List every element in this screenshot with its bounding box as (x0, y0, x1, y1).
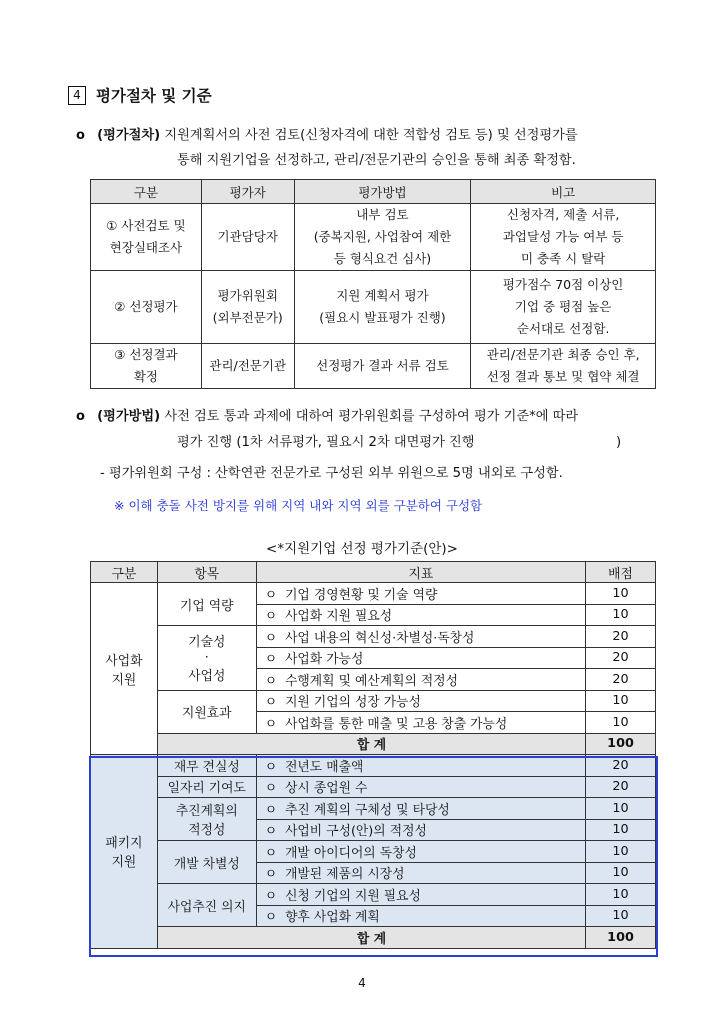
indicator-cell (256, 669, 585, 691)
table-row (91, 884, 656, 906)
indicator-cell (256, 884, 585, 906)
total-score: 100 (586, 733, 656, 755)
indicator-text: 전년도 매출액 (285, 759, 364, 775)
score-cell: 10 (586, 819, 656, 841)
indicator-cell (256, 819, 585, 841)
indicator-cell (256, 841, 585, 863)
item-text: 추진계획의 (175, 804, 238, 819)
table-row (91, 626, 656, 648)
total-label: 합 계 (157, 733, 585, 755)
category-text: 지원 (111, 672, 137, 688)
bullet-icon: ㅇ (264, 867, 278, 883)
item-text: 사업추진 의지 (167, 899, 246, 915)
bullet-icon: ㅇ (264, 609, 278, 625)
item-text: 적정성 (188, 823, 226, 838)
total-score: 100 (586, 927, 656, 949)
section-heading (68, 84, 212, 106)
category-text: 지원 (111, 855, 137, 871)
method-text: 등 형식요건 심사) (333, 251, 432, 266)
stage-text: ② 선정평가 (114, 299, 178, 314)
method-cell (294, 204, 471, 271)
bullet-icon: ㅇ (264, 652, 278, 668)
section-title: 평가절차 및 기준 (96, 87, 212, 105)
evaluator-text: (외부전문가) (212, 310, 283, 325)
item-cell (157, 583, 256, 626)
evaluator-cell (201, 204, 294, 271)
evaluator-text: 평가위원회 (217, 288, 278, 303)
bullet-icon: ㅇ (264, 910, 278, 926)
table-row (91, 583, 656, 605)
indicator-cell (256, 776, 585, 798)
stage-text: 현장실태조사 (109, 240, 183, 255)
bullet-icon: ㅇ (264, 716, 278, 732)
indicator-cell (256, 798, 585, 820)
bullet-icon: ㅇ (264, 888, 278, 904)
score-cell: 20 (586, 669, 656, 691)
item-cell (157, 755, 256, 777)
note-cell (471, 271, 656, 344)
score-cell: 10 (586, 841, 656, 863)
section-number-box: 4 (68, 86, 86, 105)
indicator-text: 신청 기업의 지원 필요성 (285, 888, 421, 904)
item-text: 일자리 기여도 (167, 781, 246, 797)
category-cell (91, 583, 158, 755)
note-text: 순서대로 선정함. (516, 321, 610, 336)
evaluator-text: 기관담당자 (217, 229, 278, 244)
stage-cell (91, 204, 202, 271)
score-cell: 20 (586, 647, 656, 669)
item-text: · (204, 650, 209, 666)
item-cell (157, 776, 256, 798)
bullet-icon: ㅇ (264, 673, 278, 689)
bullet-icon: ㅇ (264, 630, 278, 646)
bullet-icon: ㅇ (264, 759, 278, 775)
item-cell (157, 626, 256, 691)
procedure-table (90, 179, 656, 389)
page-number: 4 (358, 976, 366, 990)
item-text: 개발 차별성 (173, 856, 240, 872)
note-cell (471, 204, 656, 271)
bullet-icon: ㅇ (264, 587, 278, 603)
criteria-caption: <*지원기업 선정 평가기준(안)> (266, 541, 458, 557)
item-text: 기업 역량 (180, 598, 234, 614)
indicator-cell (256, 712, 585, 734)
score-cell: 20 (586, 755, 656, 777)
item-cell (157, 798, 256, 841)
total-row (91, 733, 656, 755)
item-cell (157, 841, 256, 884)
evaluator-cell (201, 344, 294, 389)
category-text: 사업화 (105, 653, 143, 669)
procedure-table-header (91, 180, 656, 204)
note-text: 평가점수 70점 이상인 (502, 277, 624, 292)
column-header: 구분 (91, 562, 158, 583)
score-cell: 10 (586, 862, 656, 884)
column-header: 항목 (157, 562, 256, 583)
note-text: 선정 결과 통보 및 협약 체결 (486, 369, 640, 384)
procedure-line-2: 통해 지원기업을 선정하고, 관리/전문기관의 승인을 통해 최종 확정함. (177, 153, 576, 168)
method-text: (중복지원, 사업참여 제한 (313, 229, 452, 244)
item-text: 사업성 (188, 669, 226, 685)
note-text: 과업달성 가능 여부 등 (502, 229, 624, 244)
method-cell (294, 344, 471, 389)
table-row (91, 798, 656, 820)
method-text: (필요시 발표평가 진행) (319, 310, 446, 325)
column-header: 평가방법 (294, 180, 471, 204)
indicator-text: 사업비 구성(안)의 적정성 (285, 824, 427, 840)
table-row (91, 271, 656, 344)
indicator-text: 사업 내용의 혁신성·차별성·독창성 (285, 630, 475, 646)
item-text: 재무 견실성 (173, 759, 240, 775)
table-row (91, 344, 656, 389)
method-text: 선정평가 결과 서류 검토 (316, 358, 449, 373)
score-cell: 20 (586, 626, 656, 648)
score-cell: 10 (586, 905, 656, 927)
indicator-text: 기업 경영현황 및 기술 역량 (285, 587, 438, 603)
indicator-cell (256, 604, 585, 626)
score-cell: 10 (586, 884, 656, 906)
stage-text: ③ 선정결과 (114, 347, 178, 362)
table-row (91, 690, 656, 712)
indicator-cell (256, 690, 585, 712)
method-text: 내부 검토 (356, 207, 409, 222)
table-row (91, 755, 656, 777)
bullet-icon: ㅇ (264, 845, 278, 861)
score-cell: 10 (586, 604, 656, 626)
category-cell (91, 755, 158, 949)
note-text: 신청자격, 제출 서류, (506, 207, 620, 222)
indicator-text: 상시 종업원 수 (285, 781, 368, 797)
indicator-text: 지원 기업의 성장 가능성 (285, 695, 421, 711)
method-text: 지원 계획서 평가 (336, 288, 429, 303)
procedure-label: (평가절차) (97, 128, 161, 143)
procedure-text-1: 지원계획서의 사전 검토(신청자격에 대한 적합성 검토 등) 및 선정평가를 (164, 128, 578, 143)
note-cell (471, 344, 656, 389)
column-header: 구분 (91, 180, 202, 204)
stage-text: 확정 (133, 369, 158, 384)
item-cell (157, 884, 256, 927)
score-cell: 20 (586, 776, 656, 798)
method-cell (294, 271, 471, 344)
indicator-cell (256, 862, 585, 884)
item-text: 기술성 (188, 635, 226, 651)
score-cell: 10 (586, 798, 656, 820)
method-line-2-close: ) (616, 435, 622, 450)
bullet-icon: ㅇ (264, 781, 278, 797)
indicator-cell (256, 755, 585, 777)
method-text-1: 사전 검토 통과 과제에 대하여 평가위원회를 구성하여 평가 기준*에 따라 (164, 409, 579, 424)
circle-bullet-icon: o (76, 409, 85, 424)
note-text: 관리/전문기관 최종 승인 후, (486, 347, 640, 362)
indicator-text: 추진 계획의 구체성 및 타당성 (285, 802, 450, 818)
category-text: 패키지 (105, 836, 143, 852)
stage-text: ① 사전검토 및 (106, 218, 186, 233)
column-header: 배점 (586, 562, 656, 583)
indicator-cell (256, 905, 585, 927)
table-row (91, 776, 656, 798)
indicator-text: 사업화 지원 필요성 (285, 609, 393, 625)
score-cell: 10 (586, 712, 656, 734)
indicator-cell (256, 647, 585, 669)
total-row (91, 927, 656, 949)
indicator-text: 수행계획 및 예산계획의 적정성 (285, 673, 458, 689)
item-text: 지원효과 (182, 706, 232, 721)
score-cell: 10 (586, 690, 656, 712)
indicator-text: 사업화를 통한 매출 및 고용 창출 가능성 (285, 716, 508, 732)
evaluator-text: 관리/전문기관 (209, 358, 287, 373)
indicator-text: 사업화 가능성 (285, 652, 364, 668)
method-line-1 (76, 405, 578, 429)
bullet-icon: ㅇ (264, 802, 278, 818)
method-line-2: 평가 진행 (1차 서류평가, 필요시 2차 대면평가 진행 (177, 435, 475, 450)
procedure-line-1 (76, 124, 578, 148)
indicator-text: 향후 사업화 계획 (285, 910, 380, 926)
indicator-text: 개발된 제품의 시장성 (285, 867, 405, 883)
bullet-icon: ㅇ (264, 695, 278, 711)
note-text: 기업 중 평점 높은 (514, 299, 612, 314)
stage-cell (91, 271, 202, 344)
evaluator-cell (201, 271, 294, 344)
indicator-cell (256, 626, 585, 648)
method-label: (평가방법) (97, 409, 161, 424)
criteria-table (90, 561, 656, 949)
column-header: 비고 (471, 180, 656, 204)
total-label: 합 계 (157, 927, 585, 949)
indicator-cell (256, 583, 585, 605)
score-cell: 10 (586, 583, 656, 605)
stage-cell (91, 344, 202, 389)
column-header: 평가자 (201, 180, 294, 204)
column-header: 지표 (256, 562, 585, 583)
item-cell (157, 690, 256, 733)
bullet-icon: ㅇ (264, 824, 278, 840)
conflict-note: ※ 이해 충돌 사전 방지를 위해 지역 내와 지역 외를 구분하여 구성함 (114, 498, 483, 513)
table-row (91, 204, 656, 271)
table-row (91, 841, 656, 863)
committee-note: - 평가위원회 구성 : 산학연관 전문가로 구성된 외부 위원으로 5명 내외로 구성함. (100, 466, 563, 481)
circle-bullet-icon: o (76, 128, 85, 143)
indicator-text: 개발 아이디어의 독창성 (285, 845, 417, 861)
note-text: 미 충족 시 탈락 (520, 251, 606, 266)
criteria-table-header (91, 562, 656, 583)
